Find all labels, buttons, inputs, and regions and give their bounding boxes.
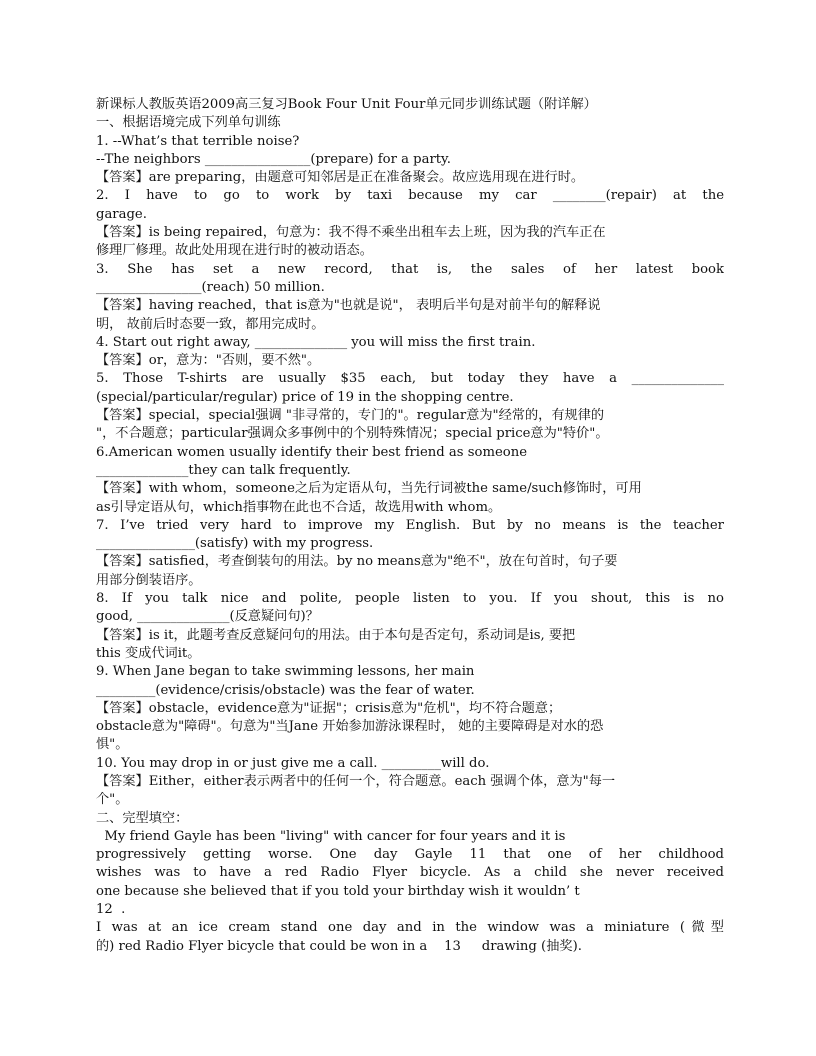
answer-line: 【答案】having reached，that is意为"也就是说"， 表明后半句是对前半句的解释说 [96, 298, 601, 314]
question-line: 2. I have to go to work by taxi because my car ________(repair) at the [96, 188, 724, 204]
question-line: 5. Those T-shirts are usually $35 each, but today they have a ______________ [96, 371, 724, 387]
question-line: 4. Start out right away, ______________ you will miss the first train. [96, 334, 536, 350]
answer-line: 【答案】is it，此题考查反意疑问句的用法。由于本句是否定句，系动词是is, 要把 [96, 627, 576, 643]
question-line: (special/particular/regular) price of 19 in the shopping centre. [96, 389, 514, 405]
answer-line: 个"。 [96, 792, 129, 808]
answer-line: 【答案】is being repaired，句意为：我不得不乘坐出租车去上班，因为我的汽车正在 [96, 225, 606, 241]
question-line: 9. When Jane began to take swimming lessons, her main [96, 664, 475, 680]
question-line: 6.American women usually identify their best friend as someone [96, 444, 528, 460]
question-line: garage. [96, 206, 147, 222]
document-page [96, 96, 724, 956]
answer-line: 明， 故前后时态要一致，都用完成时。 [96, 316, 325, 332]
question-line: 7. I’ve tried very hard to improve my English. But by no means is the teacher [96, 517, 724, 533]
question-line: --The neighbors ________________(prepare) for a party. [96, 151, 451, 167]
passage-line: I was at an ice cream stand one day and in the window was a miniature (微型 [96, 920, 724, 936]
answer-line: 【答案】or，意为："否则，要不然"。 [96, 353, 321, 369]
passage-line: 的) red Radio Flyer bicycle that could be won in a 13 drawing (抽奖). [96, 938, 582, 954]
question-line: _______________(satisfy) with my progress. [96, 536, 374, 552]
passage-line: progressively getting worse. One day Gayle 11 that one of her childhood [96, 847, 724, 863]
answer-line: as引导定语从句，which指事物在此也不合适，故选用with whom。 [96, 499, 502, 515]
document-title: 新课标人教版英语2009高三复习Book Four Unit Four单元同步训练试题（附详解） [96, 97, 597, 112]
answer-line: 【答案】Either，either表示两者中的任何一个，符合题意。each 强调个体，意为"每一 [96, 773, 616, 789]
question-line: 8. If you talk nice and polite, people listen to you. If you shout, this is no [96, 591, 724, 607]
passage-line: one because she believed that if you told your birthday wish it wouldn’ t [96, 883, 580, 899]
answer-line: 【答案】with whom，someone之后为定语从句，当先行词被the same/such修饰时，可用 [96, 481, 642, 497]
section-heading: 二、完型填空： [96, 810, 189, 826]
passage-line: 12 . [96, 902, 126, 918]
answer-line: 【答案】satisfied，考查倒装句的用法。by no means意为"绝不"，放在句首时，句子要 [96, 554, 618, 570]
question-line: 1. --What’s that terrible noise? [96, 133, 300, 149]
answer-line: "，不合题意；particular强调众多事例中的个别特殊情况；special price意为"特价"。 [96, 426, 609, 442]
question-line: _________(evidence/crisis/obstacle) was the fear of water. [96, 682, 475, 698]
question-line: ________________(reach) 50 million. [96, 279, 325, 295]
question-line: ______________they can talk frequently. [96, 462, 351, 478]
question-line: 3. She has set a new record, that is, the sales of her latest book [96, 261, 724, 277]
answer-line: obstacle意为"障碍"。句意为"当Jane 开始参加游泳课程时， 她的主要障碍是对水的恐 [96, 719, 604, 735]
answer-line: 修理厂修理。故此处用现在进行时的被动语态。 [96, 243, 373, 259]
question-line: 10. You may drop in or just give me a call. _________will do. [96, 755, 490, 771]
answer-line: 用部分倒装语序。 [96, 572, 202, 588]
passage-line: wishes was to have a red Radio Flyer bicycle. As a child she never received [96, 865, 724, 881]
answer-line: 【答案】obstacle，evidence意为"证据"；crisis意为"危机"，均不符合题意； [96, 700, 562, 716]
section-heading: 一、根据语境完成下列单句训练 [96, 115, 281, 131]
answer-line: 【答案】special，special强调 "非寻常的，专门的"。regular意为"经常的，有规律的 [96, 408, 605, 424]
passage-line: My friend Gayle has been "living" with cancer for four years and it is [96, 828, 566, 844]
answer-line: 惧"。 [96, 737, 129, 753]
question-line: good, ______________(反意疑问句)？ [96, 609, 319, 625]
answer-line: 【答案】are preparing，由题意可知邻居是正在准备聚会。故应选用现在进行时。 [96, 170, 585, 186]
answer-line: this 变成代词it。 [96, 645, 201, 661]
